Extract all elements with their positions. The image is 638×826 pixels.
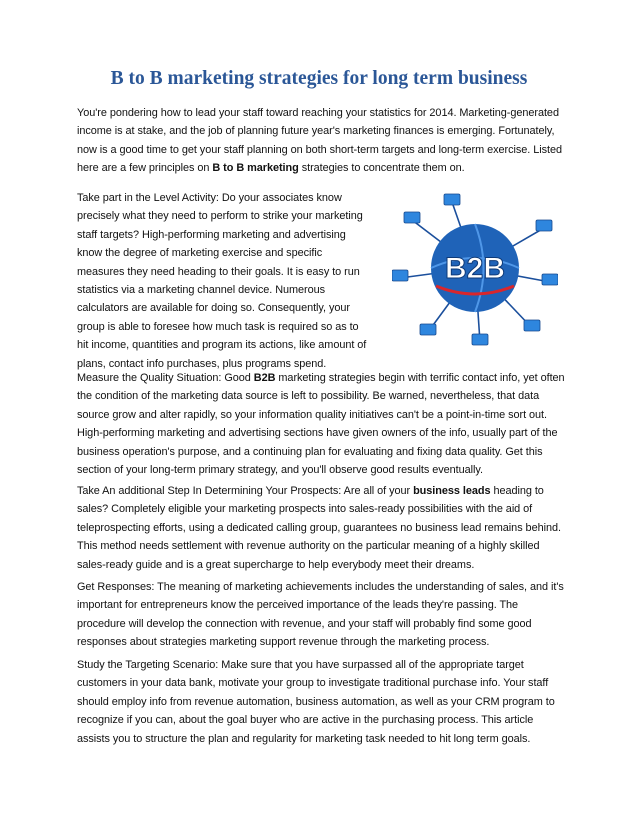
computer-node-icon bbox=[444, 194, 460, 205]
prospects-paragraph bbox=[77, 482, 567, 574]
computer-node-icon bbox=[536, 220, 552, 231]
computer-node-icon bbox=[392, 270, 408, 281]
paragraph-text: Measure the Quality Situation: Good bbox=[77, 372, 254, 384]
bold-keyword: business leads bbox=[413, 485, 491, 497]
level-activity-paragraph: Take part in the Level Activity: Do your associates know precisely what they need to perform to strike your marketing staff targets? High-performing marketing and advertising know the degree of marketing exercise and specific measures they need heading to their goals. It is easy to run statistics via a marketing channel device. Numerous calculators are available for doing so. Consequently, your group is able to foresee how much task is required so as to hit income, quantities and program its actions, like amount of plans, contact info purchases, plus programs spend. bbox=[77, 192, 367, 370]
computer-node-icon bbox=[420, 324, 436, 335]
paragraph-text: marketing strategies begin with terrific contact info, yet often the condition of the marketing data source is left to possibility. Be warned, nevertheless, that data source grow and alter rapidly, so your information quality initiatives can't be a point-in-time sort out. High-performing marketing and advertising sections have given owners of the info, usually part of the business operation's purpose, and a continuing plan for evaluating and fixing data quality. Get this section of your long-term primary strategy, and you'll observe good results eventually. bbox=[77, 372, 565, 477]
paragraph-text: heading to sales? Completely eligible your marketing prospects into sales-ready possibilities with the aid of teleprospecting efforts, using a dedicated calling group, guarantees no business lead remains behind. This method needs settlement with revenue authority on the particular meaning of a highly skilled sales-ready guide and is a great supercharge to help everybody meet their dreams. bbox=[77, 485, 561, 571]
targeting-paragraph: Study the Targeting Scenario: Make sure that you have surpassed all of the appropriate target customers in your data bank, motivate your group to investigate traditional purchase info. Your staff should employ info from revenue automation, business automation, as well as your CRM program to recognize if you can, about the goal buyer who are active in the purchasing process. This article assists you to structure the plan and regularity for marketing task needed to hit long term goals. bbox=[77, 659, 555, 745]
intro-paragraph bbox=[77, 104, 567, 178]
page-title: B to B marketing strategies for long term business bbox=[110, 68, 528, 89]
responses-paragraph: Get Responses: The meaning of marketing achievements includes the understanding of sales, and it's important for entrepreneurs know the perceived importance of the leads they're passing. The procedure will develop the connection with revenue, and your staff will probably find some good responses about strategies marketing support revenue through the marketing process. bbox=[77, 581, 564, 649]
b2b-network-figure bbox=[392, 190, 558, 352]
quality-situation-paragraph bbox=[77, 369, 567, 479]
paragraph-text: strategies to concentrate them on. bbox=[298, 162, 465, 175]
computer-node-icon bbox=[472, 334, 488, 345]
computer-node-icon bbox=[404, 212, 420, 223]
bold-keyword: B to B marketing bbox=[212, 162, 299, 175]
computer-node-icon bbox=[542, 274, 558, 285]
bold-keyword: B2B bbox=[253, 372, 276, 384]
b2b-label: B2B bbox=[444, 252, 506, 285]
paragraph-text: You're pondering how to lead your staff toward reaching your statistics for 2014. Marketing-generated income is at stake, and the job of planning future year's marketing finances is emerging. Fortunately, now is a good time to get your staff planning on both short-term targets and long-term exercise. Listed here are a few principles on bbox=[77, 107, 562, 175]
computer-node-icon bbox=[524, 320, 540, 331]
paragraph-text: Take An additional Step In Determining Your Prospects: Are all of your bbox=[77, 485, 414, 497]
